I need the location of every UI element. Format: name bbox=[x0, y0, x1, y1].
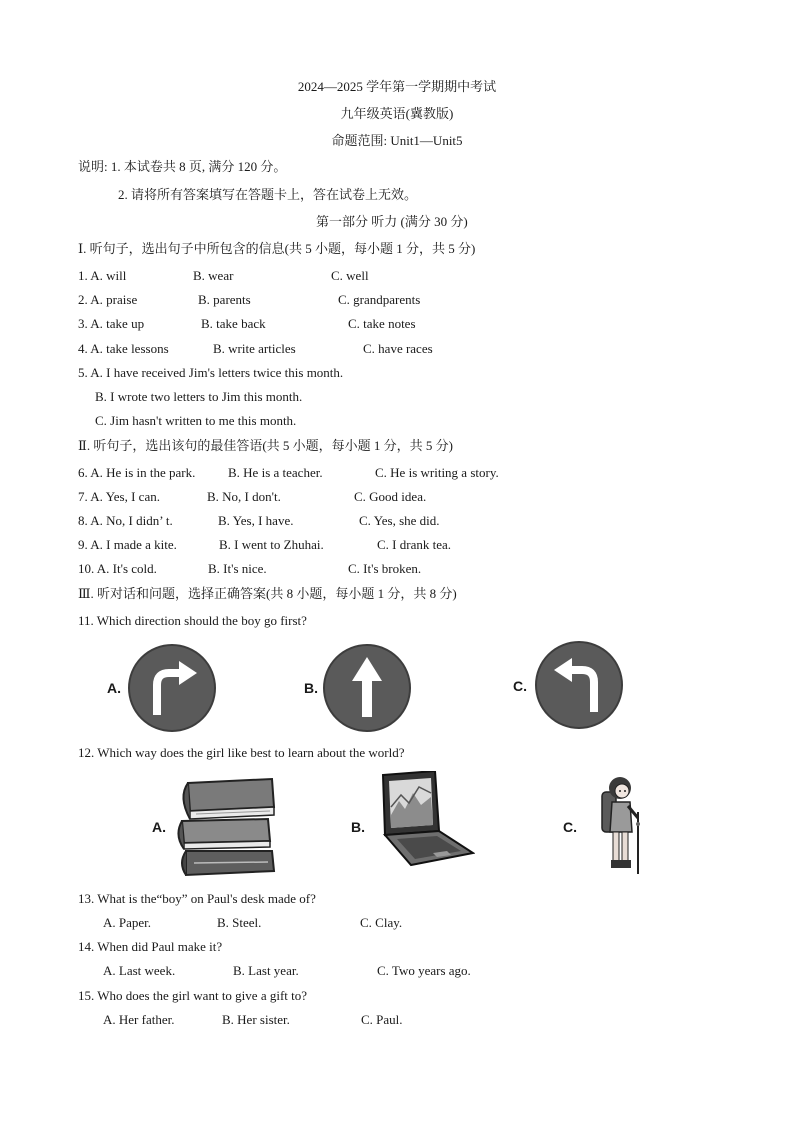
q11-label-c: C. bbox=[513, 678, 527, 694]
q14-option-a: A. Last week. bbox=[103, 963, 176, 978]
q15-option-c: C. Paul. bbox=[361, 1012, 403, 1027]
q11-label-a: A. bbox=[107, 680, 121, 696]
turn-left-sign-icon bbox=[534, 640, 624, 730]
exam-scope: 命题范围: Unit1—Unit5 bbox=[331, 133, 463, 148]
q2-option-a: 2. A. praise bbox=[78, 292, 138, 307]
q10-option-a: 10. A. It's cold. bbox=[78, 561, 157, 576]
q6-option-b: B. He is a teacher. bbox=[228, 465, 323, 480]
q4-option-b: B. write articles bbox=[213, 341, 296, 356]
q3-option-b: B. take back bbox=[201, 316, 266, 331]
q3-option-c: C. take notes bbox=[348, 316, 416, 331]
q12-label-c: C. bbox=[563, 819, 577, 835]
q9-option-c: C. I drank tea. bbox=[377, 537, 452, 552]
q12-label-a: A. bbox=[152, 819, 166, 835]
books-icon bbox=[174, 775, 280, 879]
q3-option-a: 3. A. take up bbox=[78, 316, 145, 331]
q13-option-b: B. Steel. bbox=[217, 915, 262, 930]
q11-label-b: B. bbox=[304, 680, 318, 696]
q6-option-a: 6. A. He is in the park. bbox=[78, 465, 196, 480]
q1-option-a: 1. A. will bbox=[78, 268, 127, 283]
exam-subtitle: 九年级英语(冀教版) bbox=[340, 106, 454, 121]
q13-option-a: A. Paper. bbox=[103, 915, 152, 930]
hiker-girl-icon bbox=[598, 772, 644, 878]
q13-option-c: C. Clay. bbox=[360, 915, 403, 930]
q15-text: 15. Who does the girl want to give a gift to? bbox=[78, 988, 308, 1003]
q14-text: 14. When did Paul make it? bbox=[78, 939, 223, 954]
section-3-title: Ⅲ. 听对话和问题，选择正确答案(共 8 小题，每小题 1 分，共 8 分) bbox=[78, 586, 457, 601]
q2-option-b: B. parents bbox=[198, 292, 251, 307]
q6-option-c: C. He is writing a story. bbox=[375, 465, 499, 480]
q1-option-c: C. well bbox=[331, 268, 369, 283]
section-2-title: Ⅱ. 听句子，选出该句的最佳答语(共 5 小题，每小题 1 分，共 5 分) bbox=[78, 438, 453, 453]
q1-option-b: B. wear bbox=[193, 268, 234, 283]
q8-option-a: 8. A. No, I didn’ t. bbox=[78, 513, 173, 528]
q7-option-b: B. No, I don't. bbox=[207, 489, 281, 504]
section-1-title: Ⅰ. 听句子，选出句子中所包含的信息(共 5 小题，每小题 1 分，共 5 分) bbox=[78, 241, 476, 256]
q4-option-a: 4. A. take lessons bbox=[78, 341, 169, 356]
q13-text: 13. What is the“boy” on Paul's desk made of? bbox=[78, 891, 316, 906]
q15-option-a: A. Her father. bbox=[103, 1012, 175, 1027]
q5-option-c: C. Jim hasn't written to me this month. bbox=[95, 413, 297, 428]
q7-option-a: 7. A. Yes, I can. bbox=[78, 489, 160, 504]
q5-option-a: 5. A. I have received Jim's letters twice this month. bbox=[78, 365, 344, 380]
q12-label-b: B. bbox=[351, 819, 365, 835]
q2-option-c: C. grandparents bbox=[338, 292, 421, 307]
notes-line-2: 2. 请将所有答案填写在答题卡上，答在试卷上无效。 bbox=[118, 187, 418, 202]
q8-option-b: B. Yes, I have. bbox=[218, 513, 294, 528]
q12-text: 12. Which way does the girl like best to learn about the world? bbox=[78, 745, 405, 760]
q10-option-b: B. It's nice. bbox=[208, 561, 267, 576]
laptop-icon bbox=[375, 771, 475, 867]
turn-right-sign-icon bbox=[127, 643, 217, 733]
q4-option-c: C. have races bbox=[363, 341, 433, 356]
q10-option-c: C. It's broken. bbox=[348, 561, 422, 576]
q5-option-b: B. I wrote two letters to Jim this month. bbox=[95, 389, 303, 404]
exam-title: 2024—2025 学年第一学期期中考试 bbox=[297, 79, 497, 94]
q9-option-b: B. I went to Zhuhai. bbox=[219, 537, 324, 552]
q7-option-c: C. Good idea. bbox=[354, 489, 427, 504]
q15-option-b: B. Her sister. bbox=[222, 1012, 290, 1027]
part1-title: 第一部分 听力 (满分 30 分) bbox=[316, 214, 468, 229]
go-straight-sign-icon bbox=[322, 643, 412, 733]
q8-option-c: C. Yes, she did. bbox=[359, 513, 440, 528]
q14-option-c: C. Two years ago. bbox=[377, 963, 471, 978]
q9-option-a: 9. A. I made a kite. bbox=[78, 537, 177, 552]
q14-option-b: B. Last year. bbox=[233, 963, 299, 978]
notes-line-1: 说明: 1. 本试卷共 8 页, 满分 120 分。 bbox=[78, 159, 287, 174]
q11-text: 11. Which direction should the boy go first? bbox=[78, 613, 307, 628]
